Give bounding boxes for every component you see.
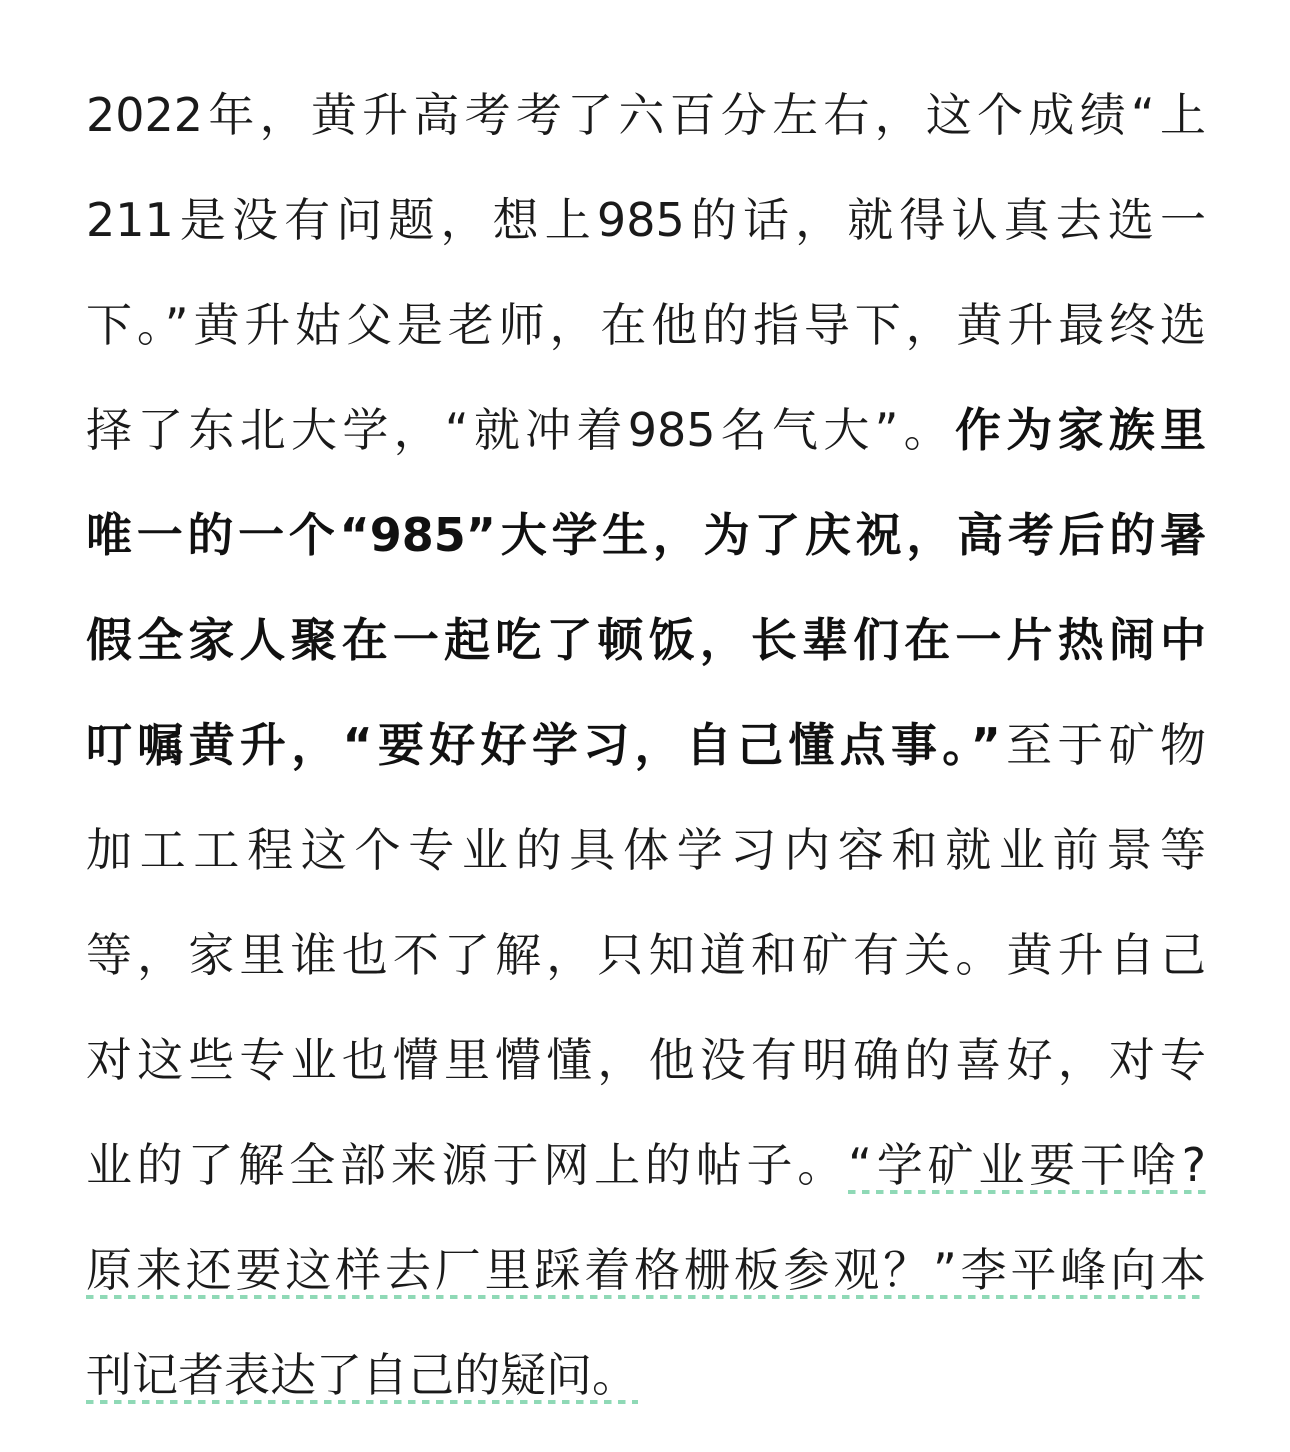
paragraph-line — [86, 600, 1206, 680]
paragraph-line — [86, 705, 1206, 785]
paragraph-line — [86, 180, 1206, 260]
body-text: 等，家里谁也不了解，只知道和矿有关。黄升自己 — [86, 928, 1206, 982]
paragraph-line — [86, 810, 1206, 890]
body-text: 加工工程这个专业的具体学习内容和就业前景等 — [86, 823, 1206, 877]
bold-text: 作为家族里 — [954, 403, 1207, 457]
paragraph-line — [86, 75, 1206, 155]
bold-text: 叮嘱黄升，“要好好学习，自己懂点事。” — [86, 718, 1001, 772]
highlighted-quote-text[interactable]: “学矿业要干啥? — [848, 1138, 1207, 1192]
body-text: 2022年，黄升高考考了六百分左右，这个成绩“上 — [86, 88, 1206, 142]
body-text: 对这些专业也懵里懵懂，他没有明确的喜好，对专 — [86, 1033, 1206, 1087]
body-text: 211是没有问题，想上985的话，就得认真去选一 — [86, 193, 1206, 247]
highlighted-quote-text[interactable]: 刊记者表达了自己的疑问。 — [86, 1348, 638, 1402]
body-text: 业的了解全部来源于网上的帖子。 — [86, 1138, 849, 1192]
paragraph-line — [86, 390, 1206, 470]
bold-text: 唯一的一个“985”大学生，为了庆祝，高考后的暑 — [86, 508, 1206, 562]
paragraph-line — [86, 1230, 1206, 1310]
paragraph-line — [86, 1335, 1206, 1415]
bold-text: 假全家人聚在一起吃了顿饭，长辈们在一片热闹中 — [86, 613, 1206, 667]
paragraph-line — [86, 1125, 1206, 1205]
paragraph-line — [86, 285, 1206, 365]
body-text: 至于矿物 — [1000, 718, 1206, 772]
paragraph-line — [86, 495, 1206, 575]
body-text: 下。”黄升姑父是老师，在他的指导下，黄升最终选 — [86, 298, 1206, 352]
highlighted-quote-text[interactable]: 原来还要这样去厂里踩着格栅板参观？”李平峰向本 — [86, 1243, 1206, 1297]
body-text: 择了东北大学，“就冲着985名气大”。 — [86, 403, 955, 457]
paragraph-line — [86, 1020, 1206, 1100]
paragraph-line — [86, 915, 1206, 995]
